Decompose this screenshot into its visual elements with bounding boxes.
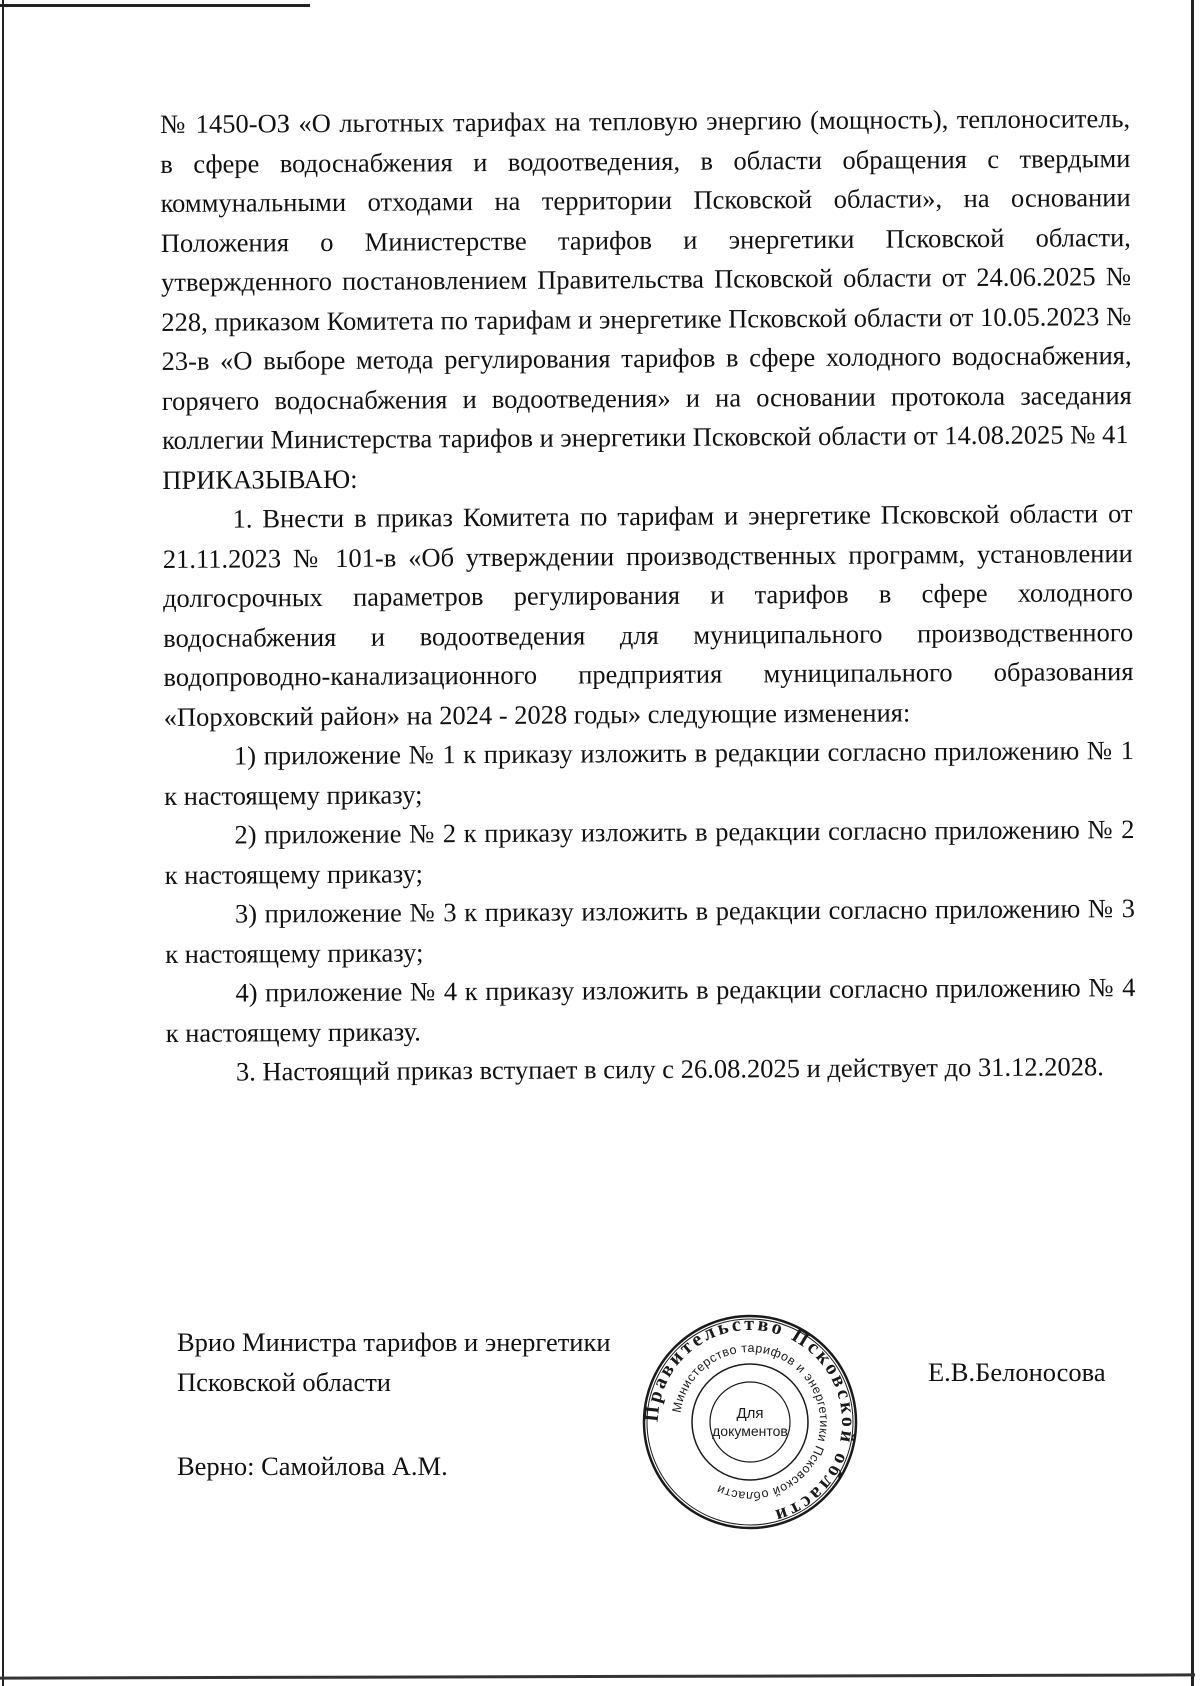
position-line-2: Псковской области — [177, 1367, 391, 1397]
signer-name: Е.В.Белоносова — [928, 1357, 1106, 1387]
scan-edge-right — [1191, 0, 1194, 1686]
order-item-3: 3. Настоящий приказ вступает в силу с 26.08.2025 и действует до 31.12.2028. — [235, 1051, 1104, 1087]
seal-center-line-2: документов — [712, 1423, 788, 1439]
sub-item-4: 4) приложение № 4 к приказу изложить в редакции согласно приложению № 4 к настоящему приказу. — [165, 972, 1136, 1048]
signature-position — [177, 1322, 677, 1402]
position-line-1: Врио Министра тарифов и энергетики — [177, 1327, 611, 1357]
verified-by: Верно: Самойлова А.М. — [177, 1451, 448, 1481]
sub-item-1: 1) приложение № 1 к приказу изложить в редакции согласно приложению № 1 к настоящему приказу; — [164, 735, 1135, 811]
official-seal — [640, 1312, 860, 1532]
scan-edge-top — [0, 4, 310, 7]
seal-center-line-1: Для — [736, 1405, 764, 1422]
sub-item-3: 3) приложение № 3 к приказу изложить в редакции согласно приложению № 3 к настоящему приказу; — [165, 893, 1136, 969]
sub-item-2: 2) приложение № 2 к приказу изложить в редакции согласно приложению № 2 к настоящему приказу; — [164, 814, 1135, 890]
document-body — [160, 99, 1136, 1092]
scan-edge-bottom — [0, 1673, 1195, 1679]
seal-inner-ring-text: Министерство тарифов и энергетики Псковской области — [669, 1340, 832, 1504]
intro-paragraph: № 1450-ОЗ «О льготных тарифах на тепловую энергию (мощность), теплоноситель, в сфере водоснабжения и водоотведения, в области обращения с твердыми коммунальными отходами на территории Псковской области», на основании Положения о Министерстве тарифов и энергетики Псковской области, утвержденного постановлением Правительства Псковской области от 24.06.2025 № 228, приказом Комитета по тарифам и энергетике Псковской области от 10.05.2023 № 23-в «О выборе метода регулирования тарифов в сфере холодного водоснабжения, горячего водоснабжения и водоотведения» и на основании протокола заседания коллегии Министерства тарифов и энергетики Псковской области от 14.08.2025 № 41 — [160, 103, 1132, 455]
order-item-1: 1. Внести в приказ Комитета по тарифам и энергетике Псковской области от 21.11.2023 № 101-в «Об утверждении производственных программ, установлении долгосрочных параметров регулирования и тарифов в сфере холодного водоснабжения и водоотведения для муниципального производственного водопроводно-канализационного предприятия муниципального образования «Порховский район» на 2024 - 2028 годы» следующие изменения: — [162, 498, 1134, 732]
scan-edge-left — [2, 0, 4, 1686]
order-heading: ПРИКАЗЫВАЮ: — [162, 463, 358, 495]
seal-outer-ring-text: Правительство Псковской области — [640, 1312, 860, 1528]
